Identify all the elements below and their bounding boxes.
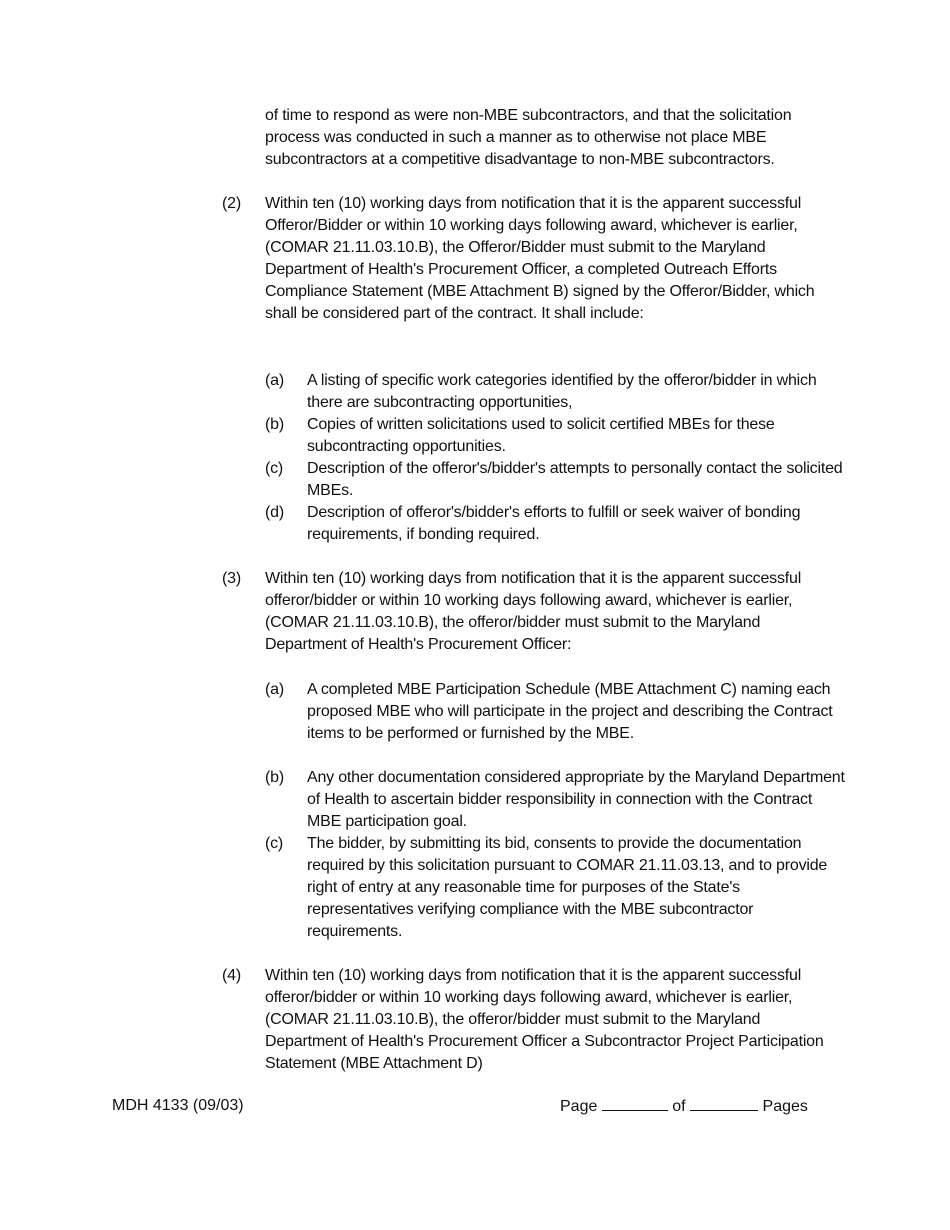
subitem-letter: (a) <box>265 372 284 389</box>
page-label: Page <box>560 1098 598 1115</box>
item-text: Within ten (10) working days from notification that it is the apparent successful Offeror/Bidder or within 10 working days following award, whichever is earlier, (COMAR 21.11.03.10.B), the Offeror/Bidder must submit to the Maryland Department of Health's Procurement Officer, a completed Outreach Efforts Compliance Statement (MBE Attachment B) signed by the Offeror/Bidder, which shall be considered part of the contract. It shall include: <box>265 195 815 322</box>
subitem-letter: (b) <box>265 416 284 433</box>
item-number: (3) <box>222 570 241 587</box>
subitem-text: The bidder, by submitting its bid, consents to provide the documentation required by this solicitation pursuant to COMAR 21.11.03.13, and to provide right of entry at any reasonable time for purposes of the State's representatives verifying compliance with the MBE subcontractor requirements. <box>307 835 828 940</box>
subitem-text: Description of offeror's/bidder's efforts to fulfill or seek waiver of bonding requirements, if bonding required. <box>307 504 801 543</box>
subitem-text: Description of the offeror's/bidder's attempts to personally contact the solicited MBEs. <box>307 460 843 499</box>
subitem-letter: (c) <box>265 460 284 477</box>
subitem-text: A listing of specific work categories identified by the offeror/bidder in which there are subcontracting opportunities, <box>307 372 817 411</box>
subitem-letter: (b) <box>265 769 284 786</box>
subitem-text: Copies of written solicitations used to solicit certified MBEs for these subcontracting opportunities. <box>307 416 775 455</box>
subitem-letter: (c) <box>265 835 284 852</box>
subitem-letter: (a) <box>265 681 284 698</box>
item-text: Within ten (10) working days from notification that it is the apparent successful offeror/bidder or within 10 working days following award, whichever is earlier, (COMAR 21.11.03.10.B), the offeror/bidder must submit to the Maryland Department of Health's Procurement Officer: <box>265 570 802 653</box>
page-number-blank <box>602 1095 668 1111</box>
of-label: of <box>672 1098 686 1115</box>
item-text: Within ten (10) working days from notification that it is the apparent successful offeror/bidder or within 10 working days following award, whichever is earlier, (COMAR 21.11.03.10.B), the offeror/bidder must submit to the Maryland Department of Health's Procurement Officer a Subcontractor Project Participation Statement (MBE Attachment D) <box>265 967 824 1072</box>
item-number: (2) <box>222 195 241 212</box>
total-pages-blank <box>690 1095 758 1111</box>
form-id: MDH 4133 (09/03) <box>112 1097 244 1114</box>
item-number: (4) <box>222 967 241 984</box>
pages-label: Pages <box>762 1098 808 1115</box>
subitem-text: Any other documentation considered appropriate by the Maryland Department of Health to ascertain bidder responsibility in connection with the Contract MBE participation goal. <box>307 769 845 830</box>
subitem-text: A completed MBE Participation Schedule (MBE Attachment C) naming each proposed MBE who will participate in the project and describing the Contract items to be performed or furnished by the MBE. <box>307 681 833 742</box>
continuation-paragraph: of time to respond as were non-MBE subcontractors, and that the solicitation process was conducted in such a manner as to otherwise not place MBE subcontractors at a competitive disadvantage to non-MBE subcontractors. <box>265 107 792 168</box>
subitem-letter: (d) <box>265 504 284 521</box>
page-number-field <box>560 1095 808 1118</box>
